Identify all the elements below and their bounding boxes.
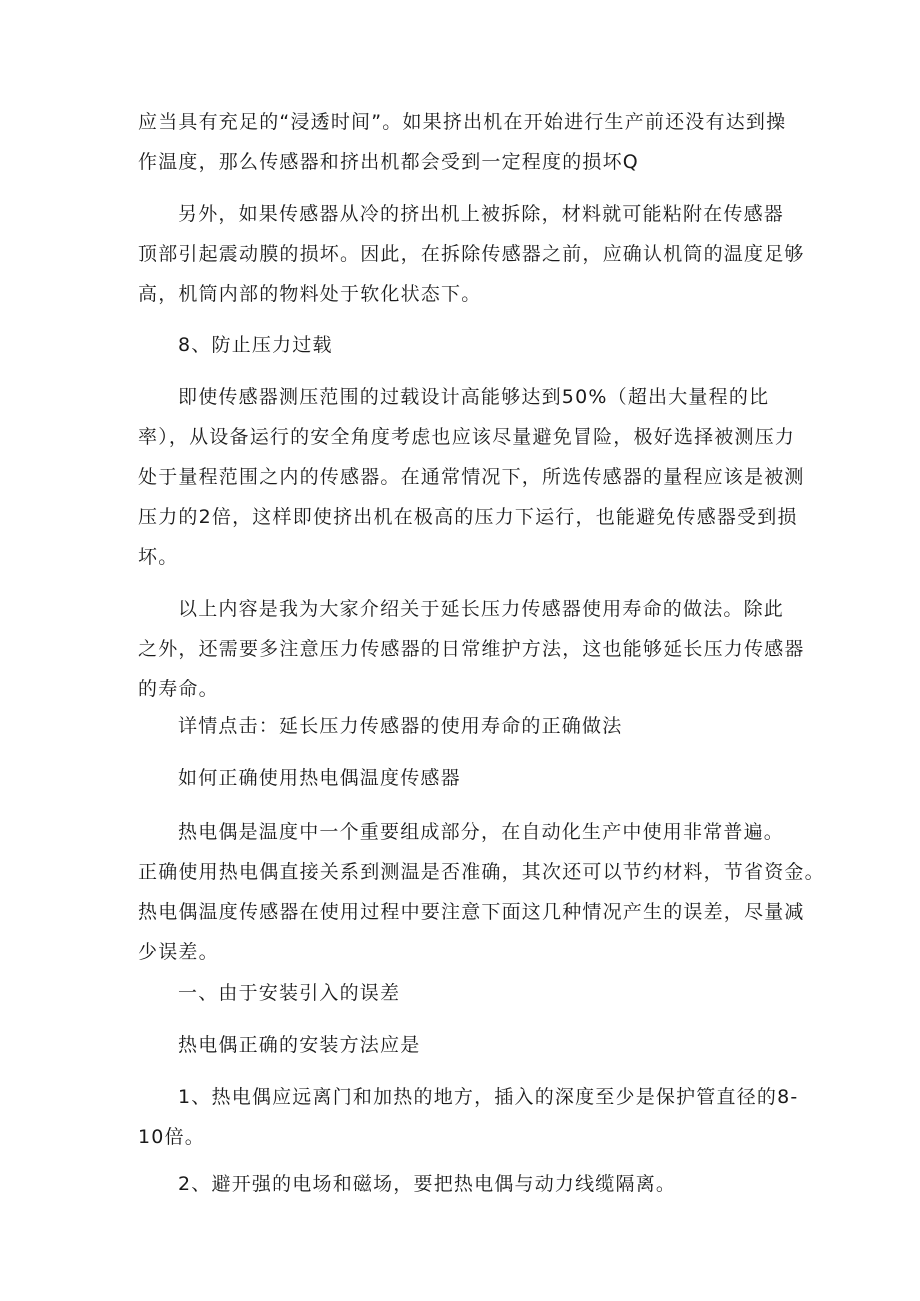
paragraph-line: 处于量程范围之内的传感器。在通常情况下，所选传感器的量程应该是被测: [138, 466, 805, 488]
paragraph-line: 正确使用热电偶直接关系到测温是否准确，其次还可以节约材料，节省资金。: [138, 861, 825, 883]
list-item-1: [138, 1077, 798, 1157]
section-heading-install-error: 一、由于安装引入的误差: [178, 982, 401, 1004]
paragraph-line: 坏。: [138, 546, 179, 568]
paragraph-line: 应当具有充足的“浸透时间”。如果挤出机在开始进行生产前还没有达到操: [138, 111, 787, 133]
paragraph-line: 热电偶是温度中一个重要组成部分，在自动化生产中使用非常普遍。: [178, 821, 785, 843]
paragraph-line: 之外，还需要多注意压力传感器的日常维护方法，这也能够延长压力传感器: [138, 638, 805, 660]
paragraph-line: 以上内容是我为大家介绍关于延长压力传感器使用寿命的做法。除此: [178, 598, 785, 620]
paragraph-thermocouple-intro: [138, 812, 825, 972]
paragraph-line: 少误差。: [138, 941, 219, 963]
paragraph-line: 率），从设备运行的安全角度考虑也应该尽量避免冒险，极好选择被测压力: [138, 426, 796, 448]
paragraph-line: 即使传感器测压范围的过载设计高能够达到50%（超出大量程的比: [178, 386, 770, 408]
paragraph-line: 另外，如果传感器从冷的挤出机上被拆除，材料就可能粘附在传感器: [178, 203, 785, 225]
paragraph-overload: [138, 377, 805, 577]
paragraph-summary: [138, 589, 805, 709]
list-item-2: 2、避开强的电场和磁场，要把热电偶与动力线缆隔离。: [178, 1173, 677, 1195]
section-heading-install-method: 热电偶正确的安装方法应是: [178, 1034, 421, 1056]
section-heading-overload: 8、防止压力过载: [178, 334, 333, 356]
paragraph-line: 热电偶温度传感器在使用过程中要注意下面这几种情况产生的误差，尽量减: [138, 901, 805, 923]
paragraph-removal: [138, 194, 805, 314]
paragraph-line: 压力的2倍，这样即使挤出机在极高的压力下运行，也能避免传感器受到损: [138, 506, 798, 528]
paragraph-line: 顶部引起震动膜的损坏。因此，在拆除传感器之前，应确认机筒的温度足够: [138, 243, 805, 265]
paragraph-line: 10倍。: [138, 1126, 205, 1148]
paragraph-line: 1、热电偶应远离门和加热的地方，插入的深度至少是保护管直径的8-: [178, 1086, 799, 1108]
section-heading-thermocouple: 如何正确使用热电偶温度传感器: [178, 767, 461, 789]
paragraph-soak-time: [138, 102, 798, 182]
paragraph-line: 的寿命。: [138, 678, 219, 700]
paragraph-line: 作温度，那么传感器和挤出机都会受到一定程度的损坏Q: [138, 151, 639, 173]
paragraph-line: 高，机筒内部的物料处于软化状态下。: [138, 283, 482, 305]
detail-link[interactable]: 详情点击：延长压力传感器的使用寿命的正确做法: [178, 715, 623, 737]
